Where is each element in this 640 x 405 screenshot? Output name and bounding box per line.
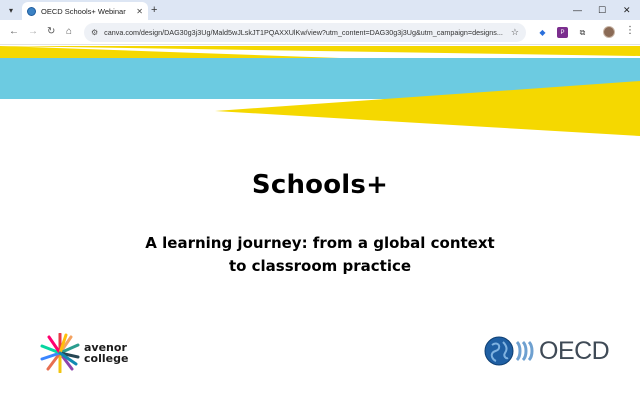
bookmark-star-icon[interactable]: ☆ (510, 27, 519, 37)
back-arrow-icon[interactable]: ← (9, 26, 19, 37)
starburst-icon (40, 333, 80, 373)
home-icon[interactable]: ⌂ (66, 26, 73, 37)
college-word: college (84, 352, 129, 365)
avenor-word: avenor (84, 341, 127, 354)
chrome-menu-icon[interactable]: ⋮ (625, 25, 635, 36)
slide-subtitle (120, 232, 520, 278)
extension-purple-icon[interactable]: P (557, 27, 568, 38)
url-text[interactable]: canva.com/design/DAG30g3j3Ug/Mald5wJLskJT1PQAXXUlKw/view?utm_content=DAG30g3j3Ug&utm_campaign=designs... (104, 28, 503, 37)
globe-favicon-icon (27, 7, 36, 16)
subtitle-line-2: to classroom practice (228, 257, 412, 275)
oecd-logo (484, 336, 609, 366)
oecd-wordmark: OECD (539, 336, 610, 365)
extension-graduation-cap-icon[interactable]: ◆ (539, 28, 546, 37)
tab-title: OECD Schools+ Webinar (41, 6, 126, 16)
tab-close-icon[interactable]: ✕ (136, 6, 143, 16)
maximize-icon[interactable]: ☐ (598, 5, 607, 15)
address-bar[interactable] (84, 23, 526, 42)
forward-arrow-icon[interactable]: → (28, 26, 38, 37)
extensions-puzzle-icon[interactable]: ⧉ (579, 27, 586, 37)
slide-canvas (0, 46, 640, 405)
new-tab-plus-icon[interactable]: + (151, 4, 158, 16)
tab-strip (0, 0, 640, 20)
tab-search-chevron-down-icon[interactable]: ▾ (8, 5, 13, 15)
minimize-icon[interactable]: — (573, 5, 582, 15)
browser-tab[interactable] (22, 2, 148, 20)
subtitle-line-1: A learning journey: from a global context (145, 234, 495, 252)
browser-toolbar (0, 20, 640, 45)
avenor-wordmark (84, 342, 128, 364)
slide-title: Schools+ (251, 170, 389, 200)
oecd-globe-icon (484, 336, 536, 366)
window-close-icon[interactable]: ✕ (623, 5, 631, 15)
site-info-icon[interactable]: ⚙ (91, 28, 99, 37)
reload-icon[interactable]: ↻ (47, 26, 56, 37)
profile-avatar[interactable] (603, 26, 615, 38)
avenor-college-logo (40, 333, 128, 373)
